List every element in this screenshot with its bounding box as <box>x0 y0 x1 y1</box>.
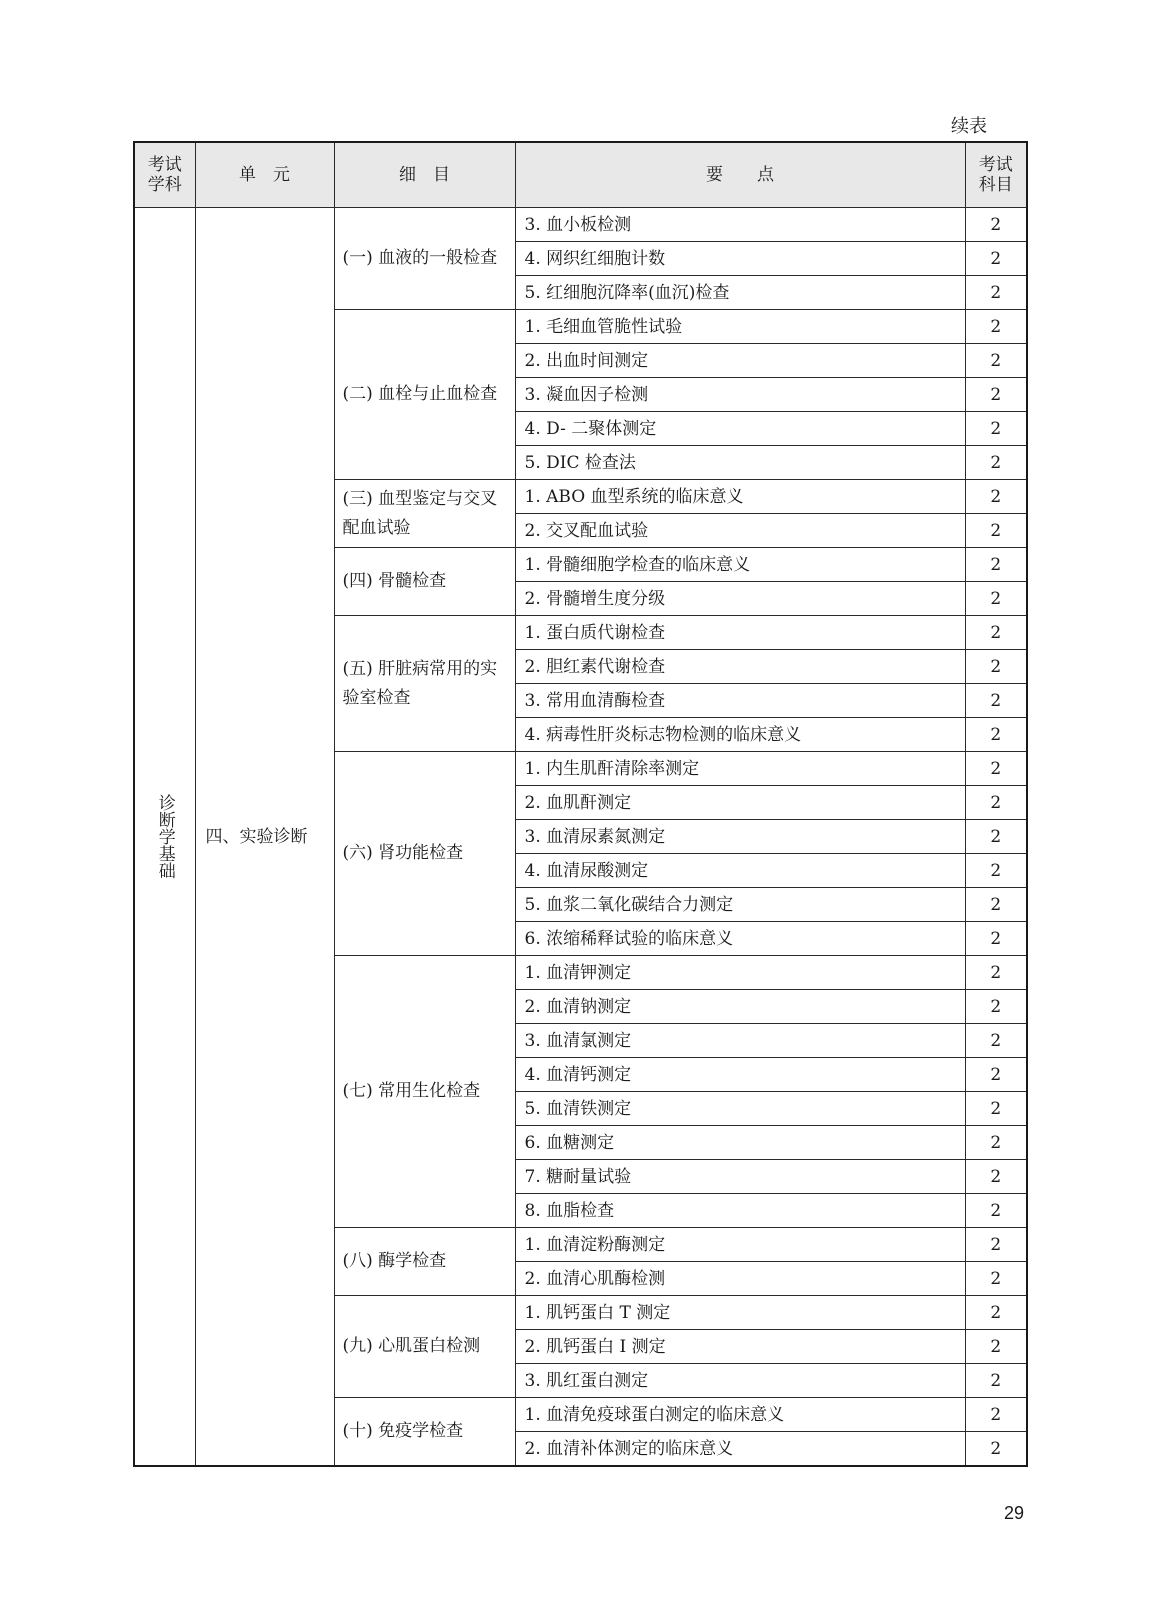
score-cell: 2 <box>965 242 1027 276</box>
header-point: 要 点 <box>515 142 965 208</box>
point-cell: 8. 血脂检查 <box>515 1194 965 1228</box>
score-cell: 2 <box>965 412 1027 446</box>
item-cell: (一) 血液的一般检查 <box>334 208 515 310</box>
point-cell: 4. D- 二聚体测定 <box>515 412 965 446</box>
point-cell: 3. 血清氯测定 <box>515 1024 965 1058</box>
point-cell: 3. 凝血因子检测 <box>515 378 965 412</box>
point-cell: 4. 血清钙测定 <box>515 1058 965 1092</box>
point-cell: 6. 血糖测定 <box>515 1126 965 1160</box>
header-subject: 考试学科 <box>134 142 195 208</box>
score-cell: 2 <box>965 208 1027 242</box>
table-body <box>134 208 1027 1467</box>
score-cell: 2 <box>965 1262 1027 1296</box>
point-cell: 2. 血清钠测定 <box>515 990 965 1024</box>
point-cell: 2. 血清补体测定的临床意义 <box>515 1432 965 1467</box>
table-row <box>134 208 1027 242</box>
score-cell: 2 <box>965 480 1027 514</box>
score-cell: 2 <box>965 684 1027 718</box>
item-cell: (六) 肾功能检查 <box>334 752 515 956</box>
score-cell: 2 <box>965 1024 1027 1058</box>
score-cell: 2 <box>965 1160 1027 1194</box>
point-cell: 2. 血肌酐测定 <box>515 786 965 820</box>
point-cell: 1. 蛋白质代谢检查 <box>515 616 965 650</box>
item-cell: (四) 骨髓检查 <box>334 548 515 616</box>
score-cell: 2 <box>965 1194 1027 1228</box>
score-cell: 2 <box>965 990 1027 1024</box>
subject-cell <box>134 208 195 1467</box>
point-cell: 1. ABO 血型系统的临床意义 <box>515 480 965 514</box>
score-cell: 2 <box>965 446 1027 480</box>
header-unit: 单 元 <box>195 142 334 208</box>
page-number: 29 <box>1004 1503 1025 1523</box>
score-cell: 2 <box>965 1398 1027 1432</box>
point-cell: 1. 血清免疫球蛋白测定的临床意义 <box>515 1398 965 1432</box>
point-cell: 2. 交叉配血试验 <box>515 514 965 548</box>
point-cell: 4. 血清尿酸测定 <box>515 854 965 888</box>
score-cell: 2 <box>965 1126 1027 1160</box>
point-cell: 5. 血浆二氧化碳结合力测定 <box>515 888 965 922</box>
point-cell: 1. 内生肌酐清除率测定 <box>515 752 965 786</box>
score-cell: 2 <box>965 854 1027 888</box>
score-cell: 2 <box>965 1432 1027 1467</box>
header-item: 细 目 <box>334 142 515 208</box>
score-cell: 2 <box>965 548 1027 582</box>
table-header-row <box>134 142 1027 208</box>
unit-cell: 四、实验诊断 <box>195 208 334 1467</box>
point-cell: 4. 病毒性肝炎标志物检测的临床意义 <box>515 718 965 752</box>
item-cell: (八) 酶学检查 <box>334 1228 515 1296</box>
point-cell: 7. 糖耐量试验 <box>515 1160 965 1194</box>
point-cell: 6. 浓缩稀释试验的临床意义 <box>515 922 965 956</box>
score-cell: 2 <box>965 378 1027 412</box>
score-cell: 2 <box>965 1364 1027 1398</box>
score-cell: 2 <box>965 650 1027 684</box>
point-cell: 4. 网织红细胞计数 <box>515 242 965 276</box>
score-cell: 2 <box>965 1058 1027 1092</box>
score-cell: 2 <box>965 616 1027 650</box>
score-cell: 2 <box>965 310 1027 344</box>
point-cell: 5. 血清铁测定 <box>515 1092 965 1126</box>
item-cell: (七) 常用生化检查 <box>334 956 515 1228</box>
continued-label: 续表 <box>951 116 987 137</box>
point-cell: 1. 肌钙蛋白 T 测定 <box>515 1296 965 1330</box>
item-cell: (三) 血型鉴定与交叉配血试验 <box>334 480 515 548</box>
score-cell: 2 <box>965 956 1027 990</box>
point-cell: 1. 骨髓细胞学检查的临床意义 <box>515 548 965 582</box>
point-cell: 1. 毛细血管脆性试验 <box>515 310 965 344</box>
point-cell: 2. 血清心肌酶检测 <box>515 1262 965 1296</box>
point-cell: 2. 胆红素代谢检查 <box>515 650 965 684</box>
point-cell: 3. 血清尿素氮测定 <box>515 820 965 854</box>
item-cell: (九) 心肌蛋白检测 <box>334 1296 515 1398</box>
point-cell: 5. DIC 检查法 <box>515 446 965 480</box>
point-cell: 3. 血小板检测 <box>515 208 965 242</box>
score-cell: 2 <box>965 582 1027 616</box>
score-cell: 2 <box>965 514 1027 548</box>
score-cell: 2 <box>965 820 1027 854</box>
subject-label: 诊断学基础 <box>154 794 175 879</box>
point-cell: 2. 肌钙蛋白 I 测定 <box>515 1330 965 1364</box>
item-cell: (十) 免疫学检查 <box>334 1398 515 1467</box>
score-cell: 2 <box>965 1330 1027 1364</box>
score-cell: 2 <box>965 786 1027 820</box>
point-cell: 3. 肌红蛋白测定 <box>515 1364 965 1398</box>
score-cell: 2 <box>965 344 1027 378</box>
score-cell: 2 <box>965 1092 1027 1126</box>
header-score: 考试科目 <box>965 142 1027 208</box>
point-cell: 3. 常用血清酶检查 <box>515 684 965 718</box>
exam-outline-table <box>133 141 1028 1467</box>
score-cell: 2 <box>965 718 1027 752</box>
point-cell: 5. 红细胞沉降率(血沉)检查 <box>515 276 965 310</box>
score-cell: 2 <box>965 1296 1027 1330</box>
point-cell: 1. 血清钾测定 <box>515 956 965 990</box>
score-cell: 2 <box>965 1228 1027 1262</box>
score-cell: 2 <box>965 922 1027 956</box>
score-cell: 2 <box>965 752 1027 786</box>
point-cell: 2. 骨髓增生度分级 <box>515 582 965 616</box>
item-cell: (二) 血栓与止血检查 <box>334 310 515 480</box>
item-cell: (五) 肝脏病常用的实验室检查 <box>334 616 515 752</box>
score-cell: 2 <box>965 888 1027 922</box>
point-cell: 1. 血清淀粉酶测定 <box>515 1228 965 1262</box>
point-cell: 2. 出血时间测定 <box>515 344 965 378</box>
score-cell: 2 <box>965 276 1027 310</box>
